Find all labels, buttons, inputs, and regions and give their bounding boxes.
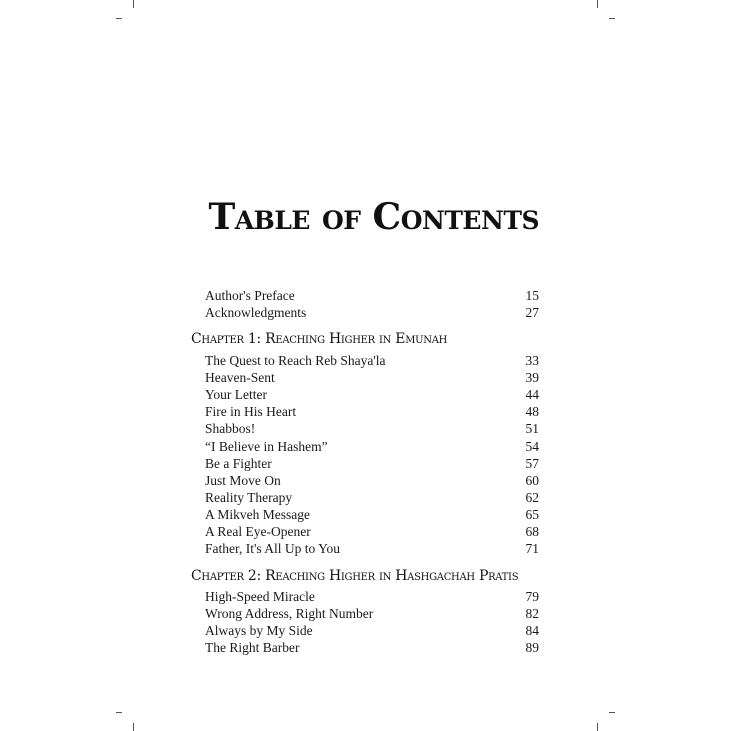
- entry-page: 62: [525, 490, 539, 505]
- entry-page: 39: [525, 370, 539, 385]
- toc-entry: [205, 439, 539, 456]
- toc-entry: [205, 387, 539, 404]
- page-title: Table of Contents: [208, 196, 539, 238]
- entry-title: Be a Fighter: [205, 456, 272, 471]
- entry-title: Just Move On: [205, 473, 281, 488]
- toc-entry: [205, 421, 539, 438]
- entry-page: 89: [525, 640, 539, 655]
- entry-title: Acknowledgments: [205, 305, 307, 320]
- entry-title: Author's Preface: [205, 288, 295, 303]
- crop-mark-bottom-right: [597, 723, 598, 731]
- entry-page: 71: [525, 541, 539, 556]
- entry-page: 15: [525, 288, 539, 303]
- toc-entry: [205, 589, 539, 606]
- entry-page: 65: [525, 507, 539, 522]
- entry-page: 68: [525, 524, 539, 539]
- crop-mark-bottom-left: [133, 723, 134, 731]
- crop-mark-top-left: [133, 0, 134, 8]
- entry-title: Father, It's All Up to You: [205, 541, 341, 556]
- toc-entry-acknowledgments: [205, 305, 539, 322]
- toc-entry: [205, 640, 539, 657]
- toc-entry: [205, 541, 539, 558]
- toc-entry: [205, 370, 539, 387]
- entry-page: 54: [525, 439, 539, 454]
- entry-page: 27: [525, 305, 539, 320]
- toc-entry: [205, 524, 539, 541]
- entry-page: 44: [525, 387, 539, 402]
- crop-mark-bottom-right-h: [609, 712, 615, 713]
- entry-page: 48: [525, 404, 539, 419]
- toc-entry: [205, 490, 539, 507]
- chapter-heading-2: Chapter 2: Reaching Higher in Hashgachah Pratis: [191, 568, 519, 584]
- toc-entry: [205, 353, 539, 370]
- crop-mark-bottom-left-h: [116, 712, 122, 713]
- entry-title: Fire in His Heart: [205, 404, 297, 419]
- toc-entry: [205, 623, 539, 640]
- entry-title: The Right Barber: [205, 640, 300, 655]
- entry-title: A Real Eye-Opener: [205, 524, 311, 539]
- crop-mark-top-right: [597, 0, 598, 8]
- toc-entry: [205, 404, 539, 421]
- entry-title: Shabbos!: [205, 421, 256, 436]
- entry-page: 57: [525, 456, 539, 471]
- toc-entry: [205, 507, 539, 524]
- entry-page: 60: [525, 473, 539, 488]
- toc-entry: [205, 456, 539, 473]
- entry-page: 84: [525, 623, 539, 638]
- entry-title: The Quest to Reach Reb Shaya'la: [205, 353, 386, 368]
- toc-entry: [205, 473, 539, 490]
- entry-page: 79: [525, 589, 539, 604]
- crop-mark-top-right-h: [609, 18, 615, 19]
- entry-title: High-Speed Miracle: [205, 589, 315, 604]
- entry-title: Always by My Side: [205, 623, 313, 638]
- entry-title: Heaven-Sent: [205, 370, 275, 385]
- entry-title: Your Letter: [205, 387, 267, 402]
- entry-title: “I Believe in Hashem”: [205, 439, 328, 454]
- chapter-heading-1: Chapter 1: Reaching Higher in Emunah: [191, 331, 448, 347]
- entry-title: A Mikveh Message: [205, 507, 310, 522]
- entry-title: Reality Therapy: [205, 490, 293, 505]
- toc-entry: [205, 606, 539, 623]
- toc-entry-authors-preface: [205, 288, 539, 305]
- crop-mark-top-left-h: [116, 18, 122, 19]
- entry-page: 82: [525, 606, 539, 621]
- entry-page: 33: [525, 353, 539, 368]
- entry-title: Wrong Address, Right Number: [205, 606, 374, 621]
- entry-page: 51: [525, 421, 539, 436]
